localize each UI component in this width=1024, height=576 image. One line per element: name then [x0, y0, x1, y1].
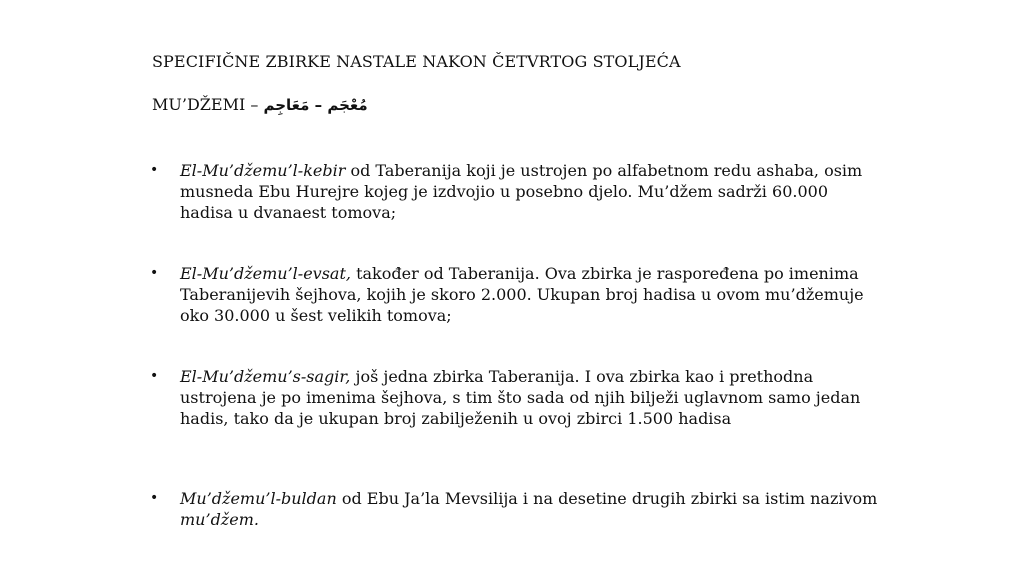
slide-title: SPECIFIČNE ZBIRKE NASTALE NAKON ČETVRTOG STOLJEĆA	[152, 52, 681, 71]
bullet-term-end: mu’džem.	[180, 510, 259, 529]
bullet-term: El-Mu’džemu’s-sagir,	[180, 367, 351, 386]
bullet-item-evsat	[150, 263, 880, 326]
bullet-dot-icon: •	[150, 162, 159, 178]
bullet-dot-icon: •	[150, 368, 159, 384]
bullet-term: El-Mu’džemu’l-kebir	[180, 161, 346, 180]
bullet-text	[180, 160, 880, 223]
slide-subtitle	[152, 95, 368, 114]
bullet-body: od Ebu Ja’la Mevsilija i na desetine drugih zbirki sa istim nazivom	[336, 489, 878, 508]
bullet-item-sagir	[150, 366, 880, 429]
bullet-body: također od Taberanija. Ova zbirka je raspoređena po imenima Taberanijevih šejhova, kojih je skoro 2.000. Ukupan broj hadisa u ovom mu’džemuje oko 30.000 u šest velikih tomova;	[180, 264, 864, 325]
bullet-item-kebir	[150, 160, 880, 223]
subtitle-latin: MU’DŽEMI –	[152, 95, 264, 114]
bullet-body: još jedna zbirka Taberanija. I ova zbirka kao i prethodna ustrojena je po imenima šejhova, s tim što sada od njih bilježi uglavnom samo jedan hadis, tako da je ukupan broj zabilježenih u ovoj zbirci 1.500 hadisa	[180, 367, 861, 428]
bullet-text	[180, 488, 880, 530]
bullet-item-buldan	[150, 488, 880, 530]
bullet-dot-icon: •	[150, 265, 159, 281]
bullet-text	[180, 366, 880, 429]
bullet-term: Mu’džemu’l-buldan	[180, 489, 337, 508]
bullet-body: od Taberanija koji je ustrojen po alfabetnom redu ashaba, osim musneda Ebu Hurejre kojeg je izdvojio u posebno djelo. Mu’džem sadrži 60.000 hadisa u dvanaest tomova;	[180, 161, 863, 222]
bullet-dot-icon: •	[150, 490, 159, 506]
subtitle-arabic: مُعْجَم – مَعَاجِم	[263, 96, 368, 114]
bullet-text	[180, 263, 880, 326]
bullet-term: El-Mu’džemu’l-evsat,	[180, 264, 351, 283]
